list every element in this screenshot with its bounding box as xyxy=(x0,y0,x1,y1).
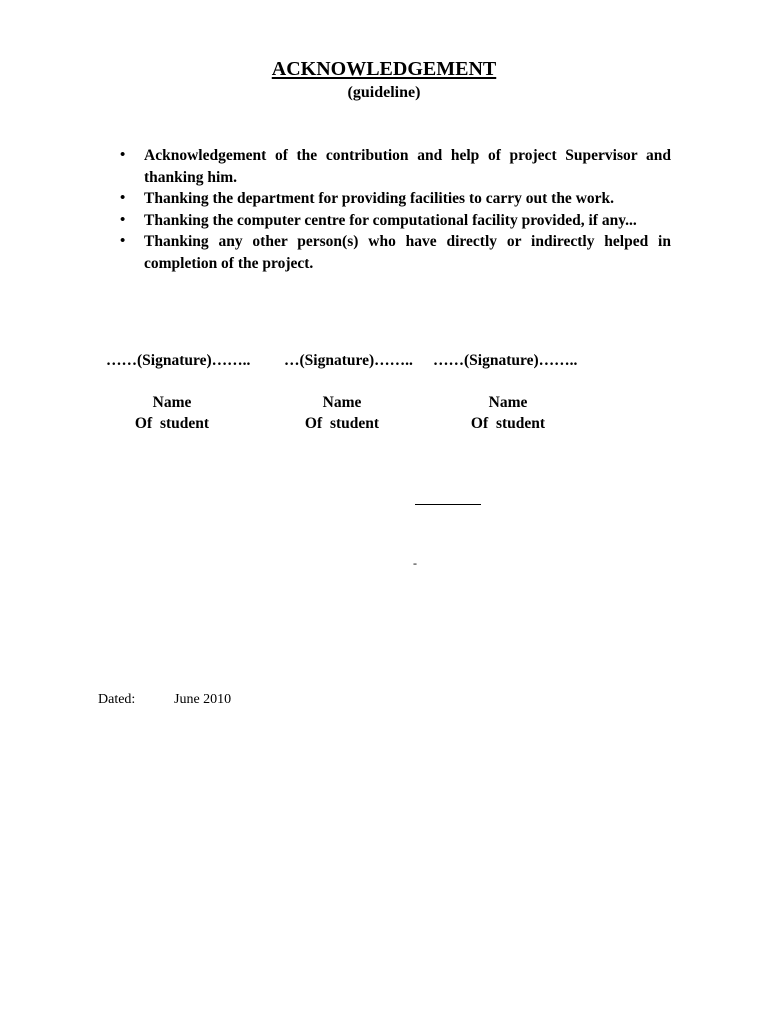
of-student-label: Of student xyxy=(134,415,210,432)
student-name-block-2 xyxy=(272,392,412,434)
page-title-text: ACKNOWLEDGEMENT xyxy=(271,58,497,80)
dated-label: Dated: xyxy=(98,692,136,707)
of-student-label: Of student xyxy=(304,415,380,432)
name-label: Name xyxy=(488,394,528,411)
student-name-block-1 xyxy=(102,392,242,434)
list-item-text: Thanking any other person(s) who have directly or indirectly helped in completion of the project. xyxy=(144,233,671,272)
horizontal-rule xyxy=(415,504,481,505)
dated-value: June 2010 xyxy=(174,692,232,707)
page-subtitle: (guideline) xyxy=(347,84,421,101)
bullet-icon: • xyxy=(120,147,126,163)
student-name-block-3 xyxy=(438,392,578,434)
guideline-list xyxy=(108,145,671,274)
bullet-icon: • xyxy=(120,233,126,249)
list-item-text: Thanking the department for providing facilities to carry out the work. xyxy=(144,190,615,207)
signature-line-1: ……(Signature)…….. xyxy=(106,352,251,369)
list-item xyxy=(108,145,671,188)
page-title xyxy=(0,58,768,81)
list-item xyxy=(108,210,671,232)
list-item-text: Acknowledgement of the contribution and help of project Supervisor and thanking him. xyxy=(144,147,671,186)
list-item xyxy=(108,188,671,210)
name-label: Name xyxy=(322,394,362,411)
list-item-text: Thanking the computer centre for computational facility provided, if any... xyxy=(144,211,637,229)
name-label: Name xyxy=(152,394,192,411)
signature-line-3: ……(Signature)…….. xyxy=(433,352,578,369)
bullet-icon: • xyxy=(120,190,126,206)
dash-mark: - xyxy=(413,556,417,570)
of-student-label: Of student xyxy=(470,415,546,432)
signature-line-2: …(Signature)…….. xyxy=(284,352,413,369)
bullet-icon: • xyxy=(120,211,126,228)
list-item xyxy=(108,231,671,274)
